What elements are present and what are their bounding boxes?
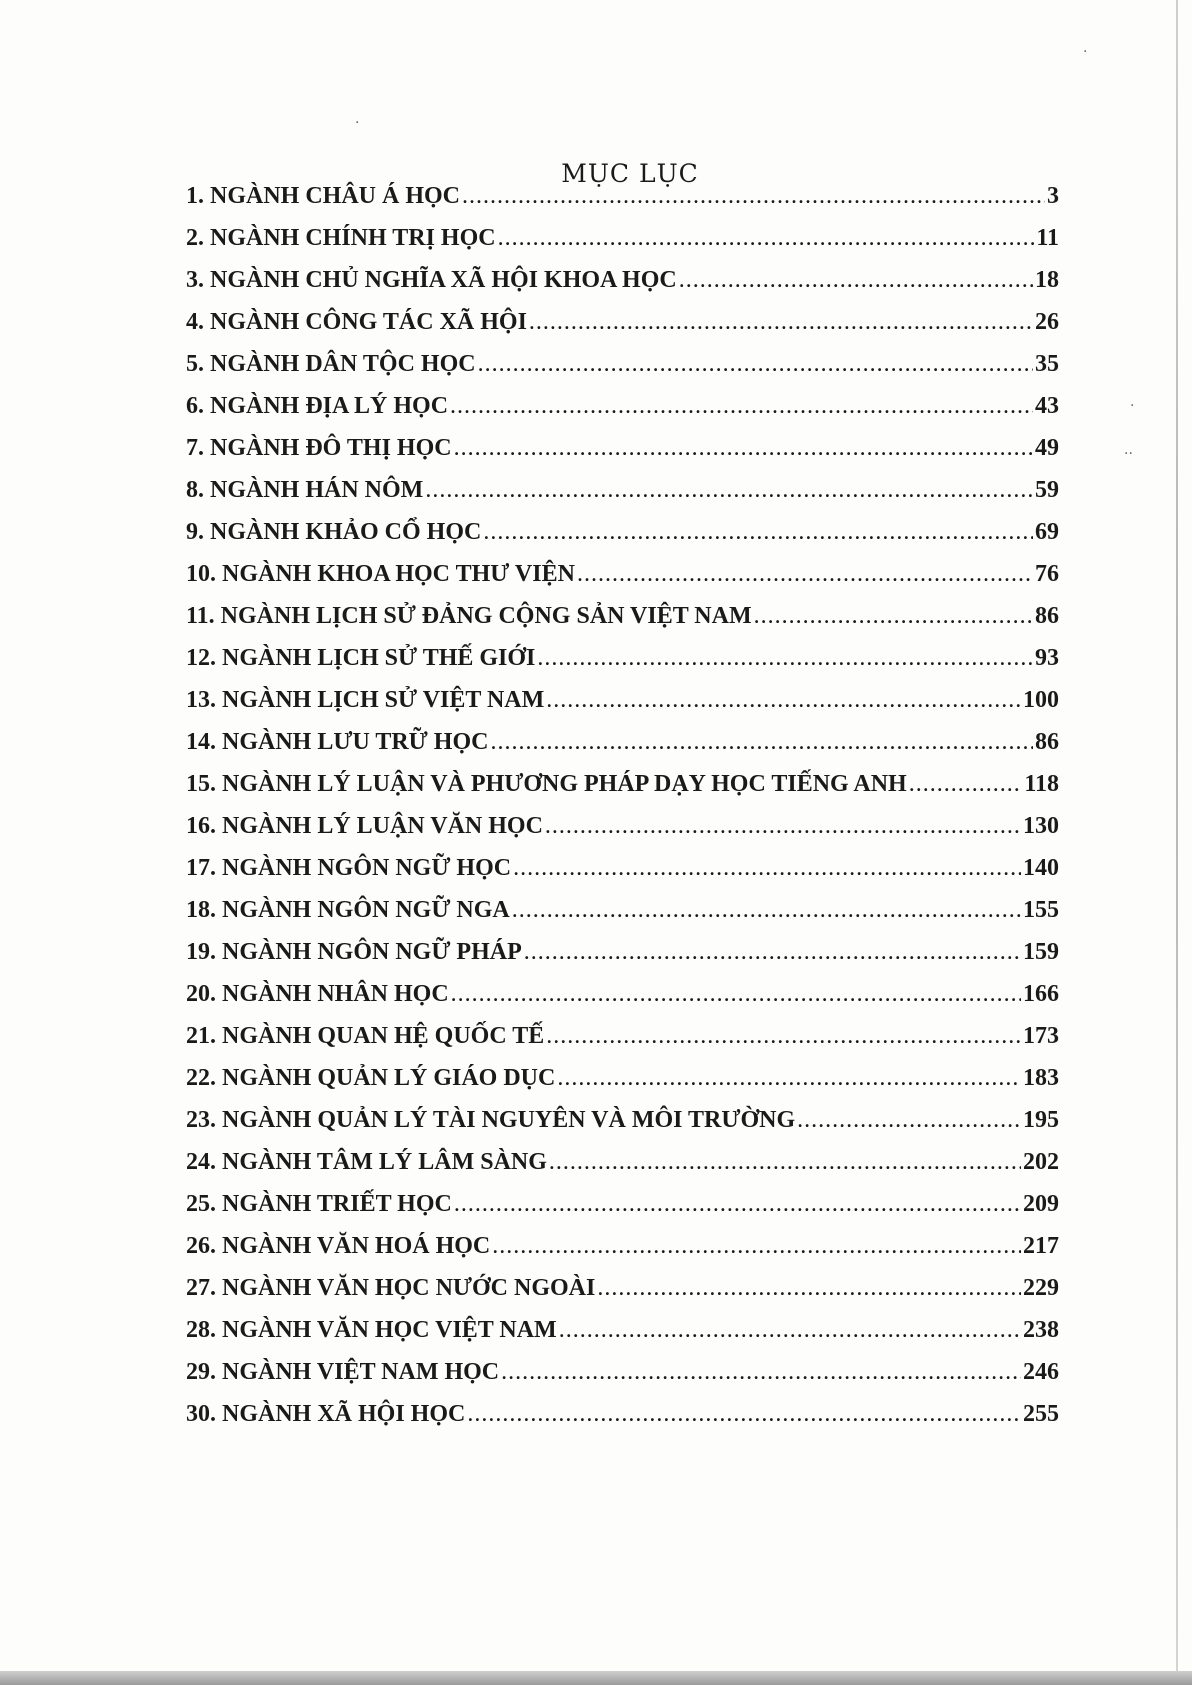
toc-dot-leader: [549, 1149, 1021, 1176]
toc-entry[interactable]: [186, 1401, 1059, 1443]
scan-bottom-band: [0, 1671, 1192, 1685]
toc-page-number: 43: [1035, 393, 1059, 419]
toc-entry-title: 22. NGÀNH QUẢN LÝ GIÁO DỤC: [186, 1065, 556, 1091]
toc-dot-leader: [490, 729, 1033, 756]
toc-page-number: 86: [1035, 603, 1059, 629]
toc-page-number: 195: [1023, 1107, 1059, 1133]
toc-dot-leader: [577, 561, 1033, 588]
toc-dot-leader: [451, 981, 1021, 1008]
toc-page-number: 130: [1023, 813, 1059, 839]
toc-entry[interactable]: [186, 477, 1059, 519]
toc-entry[interactable]: [186, 225, 1059, 267]
toc-page-number: 76: [1035, 561, 1059, 587]
toc-dot-leader: [545, 813, 1021, 840]
toc-entry[interactable]: [186, 393, 1059, 435]
toc-page-number: 173: [1023, 1023, 1059, 1049]
toc-entry-title: 2. NGÀNH CHÍNH TRỊ HỌC: [186, 225, 496, 251]
toc-page-number: 35: [1035, 351, 1059, 377]
toc-entry[interactable]: [186, 267, 1059, 309]
table-of-contents: [186, 183, 1059, 1443]
toc-entry[interactable]: [186, 897, 1059, 939]
toc-dot-leader: [483, 519, 1033, 546]
toc-entry-title: 6. NGÀNH ĐỊA LÝ HỌC: [186, 393, 449, 419]
toc-dot-leader: [559, 1317, 1021, 1344]
toc-dot-leader: [524, 939, 1021, 966]
toc-page-number: 183: [1023, 1065, 1059, 1091]
toc-entry-title: 8. NGÀNH HÁN NÔM: [186, 477, 424, 503]
toc-dot-leader: [454, 1191, 1021, 1218]
toc-page-number: 100: [1023, 687, 1059, 713]
toc-page-number: 118: [1024, 771, 1059, 797]
toc-entry[interactable]: [186, 561, 1059, 603]
toc-entry-title: 27. NGÀNH VĂN HỌC NƯỚC NGOÀI: [186, 1275, 596, 1301]
toc-entry-title: 7. NGÀNH ĐÔ THỊ HỌC: [186, 435, 452, 461]
toc-entry-title: 30. NGÀNH XÃ HỘI HỌC: [186, 1401, 466, 1427]
toc-entry-title: 3. NGÀNH CHỦ NGHĨA XÃ HỘI KHOA HỌC: [186, 267, 677, 293]
toc-entry-title: 19. NGÀNH NGÔN NGỮ PHÁP: [186, 939, 522, 965]
toc-entry-title: 5. NGÀNH DÂN TỘC HỌC: [186, 351, 476, 377]
toc-dot-leader: [462, 183, 1045, 210]
toc-entry-title: 20. NGÀNH NHÂN HỌC: [186, 981, 449, 1007]
toc-dot-leader: [450, 393, 1033, 420]
toc-page-number: 159: [1023, 939, 1059, 965]
toc-page-number: 140: [1023, 855, 1059, 881]
toc-entry-title: 28. NGÀNH VĂN HỌC VIỆT NAM: [186, 1317, 557, 1343]
toc-dot-leader: [557, 1065, 1021, 1092]
toc-entry[interactable]: [186, 687, 1059, 729]
toc-entry-title: 29. NGÀNH VIỆT NAM HỌC: [186, 1359, 500, 1385]
toc-entry-title: 12. NGÀNH LỊCH SỬ THẾ GIỚI: [186, 645, 536, 671]
toc-entry[interactable]: [186, 603, 1059, 645]
toc-page-number: 155: [1023, 897, 1059, 923]
toc-dot-leader: [467, 1401, 1021, 1428]
toc-entry-title: 21. NGÀNH QUAN HỆ QUỐC TẾ: [186, 1023, 545, 1049]
toc-page-number: 11: [1036, 225, 1059, 251]
toc-page-number: 202: [1023, 1149, 1059, 1175]
toc-dot-leader: [909, 771, 1023, 798]
toc-entry-title: 23. NGÀNH QUẢN LÝ TÀI NGUYÊN VÀ MÔI TRƯỜNG: [186, 1107, 796, 1133]
toc-entry[interactable]: [186, 1023, 1059, 1065]
toc-page-number: 209: [1023, 1191, 1059, 1217]
toc-page-number: 3: [1047, 183, 1059, 209]
toc-entry-title: 18. NGÀNH NGÔN NGỮ NGA: [186, 897, 510, 923]
toc-entry[interactable]: [186, 351, 1059, 393]
toc-dot-leader: [492, 1233, 1021, 1260]
toc-dot-leader: [797, 1107, 1021, 1134]
toc-entry-title: 11. NGÀNH LỊCH SỬ ĐẢNG CỘNG SẢN VIỆT NAM: [186, 603, 752, 629]
scan-speck: ·: [1083, 44, 1088, 60]
toc-entry-title: 10. NGÀNH KHOA HỌC THƯ VIỆN: [186, 561, 575, 587]
toc-dot-leader: [537, 645, 1033, 672]
toc-entry[interactable]: [186, 645, 1059, 687]
toc-entry-title: 14. NGÀNH LƯU TRỮ HỌC: [186, 729, 489, 755]
toc-dot-leader: [513, 855, 1021, 882]
scan-speck: ·: [1130, 398, 1135, 414]
toc-entry[interactable]: [186, 771, 1059, 813]
toc-entry[interactable]: [186, 729, 1059, 771]
toc-entry[interactable]: [186, 1233, 1059, 1275]
toc-dot-leader: [546, 1023, 1021, 1050]
toc-entry[interactable]: [186, 939, 1059, 981]
toc-dot-leader: [679, 267, 1033, 294]
toc-page-number: 26: [1035, 309, 1059, 335]
toc-dot-leader: [498, 225, 1035, 252]
toc-entry-title: 25. NGÀNH TRIẾT HỌC: [186, 1191, 452, 1217]
toc-entry-title: 16. NGÀNH LÝ LUẬN VĂN HỌC: [186, 813, 543, 839]
scan-speck: ··: [1124, 446, 1133, 462]
toc-entry[interactable]: [186, 1317, 1059, 1359]
toc-dot-leader: [425, 477, 1033, 504]
toc-entry[interactable]: [186, 1191, 1059, 1233]
toc-entry[interactable]: [186, 1359, 1059, 1401]
toc-page-number: 18: [1035, 267, 1059, 293]
toc-dot-leader: [501, 1359, 1021, 1386]
toc-page-number: 217: [1023, 1233, 1059, 1259]
toc-entry-title: 1. NGÀNH CHÂU Á HỌC: [186, 183, 460, 209]
toc-page-number: 238: [1023, 1317, 1059, 1343]
toc-entry[interactable]: [186, 519, 1059, 561]
toc-dot-leader: [597, 1275, 1021, 1302]
toc-page-number: 166: [1023, 981, 1059, 1007]
toc-entry-title: 4. NGÀNH CÔNG TÁC XÃ HỘI: [186, 309, 527, 335]
toc-page-number: 69: [1035, 519, 1059, 545]
toc-dot-leader: [546, 687, 1021, 714]
toc-entry-title: 26. NGÀNH VĂN HOÁ HỌC: [186, 1233, 491, 1259]
scan-right-edge: [1176, 0, 1178, 1685]
toc-dot-leader: [454, 435, 1033, 462]
page-title: MỤC LỤC: [561, 158, 699, 188]
toc-page-number: 59: [1035, 477, 1059, 503]
toc-entry-title: 15. NGÀNH LÝ LUẬN VÀ PHƯƠNG PHÁP DẠY HỌC TIẾNG ANH: [186, 771, 907, 797]
toc-page-number: 229: [1023, 1275, 1059, 1301]
toc-entry[interactable]: [186, 1149, 1059, 1191]
toc-entry[interactable]: [186, 309, 1059, 351]
toc-entry-title: 13. NGÀNH LỊCH SỬ VIỆT NAM: [186, 687, 545, 713]
toc-entry[interactable]: [186, 855, 1059, 897]
toc-dot-leader: [529, 309, 1033, 336]
toc-entry-title: 9. NGÀNH KHẢO CỔ HỌC: [186, 519, 482, 545]
toc-entry[interactable]: [186, 1275, 1059, 1317]
toc-entry-title: 17. NGÀNH NGÔN NGỮ HỌC: [186, 855, 512, 881]
toc-dot-leader: [754, 603, 1033, 630]
toc-entry[interactable]: [186, 435, 1059, 477]
toc-entry[interactable]: [186, 813, 1059, 855]
toc-entry[interactable]: [186, 1065, 1059, 1107]
toc-page-number: 86: [1035, 729, 1059, 755]
toc-page-number: 255: [1023, 1401, 1059, 1427]
toc-entry-title: 24. NGÀNH TÂM LÝ LÂM SÀNG: [186, 1149, 547, 1175]
toc-entry[interactable]: [186, 183, 1059, 225]
toc-entry[interactable]: [186, 981, 1059, 1023]
scan-speck: ·: [355, 115, 360, 131]
toc-entry[interactable]: [186, 1107, 1059, 1149]
toc-page-number: 93: [1035, 645, 1059, 671]
toc-page-number: 49: [1035, 435, 1059, 461]
toc-dot-leader: [512, 897, 1021, 924]
toc-dot-leader: [478, 351, 1033, 378]
toc-page-number: 246: [1023, 1359, 1059, 1385]
